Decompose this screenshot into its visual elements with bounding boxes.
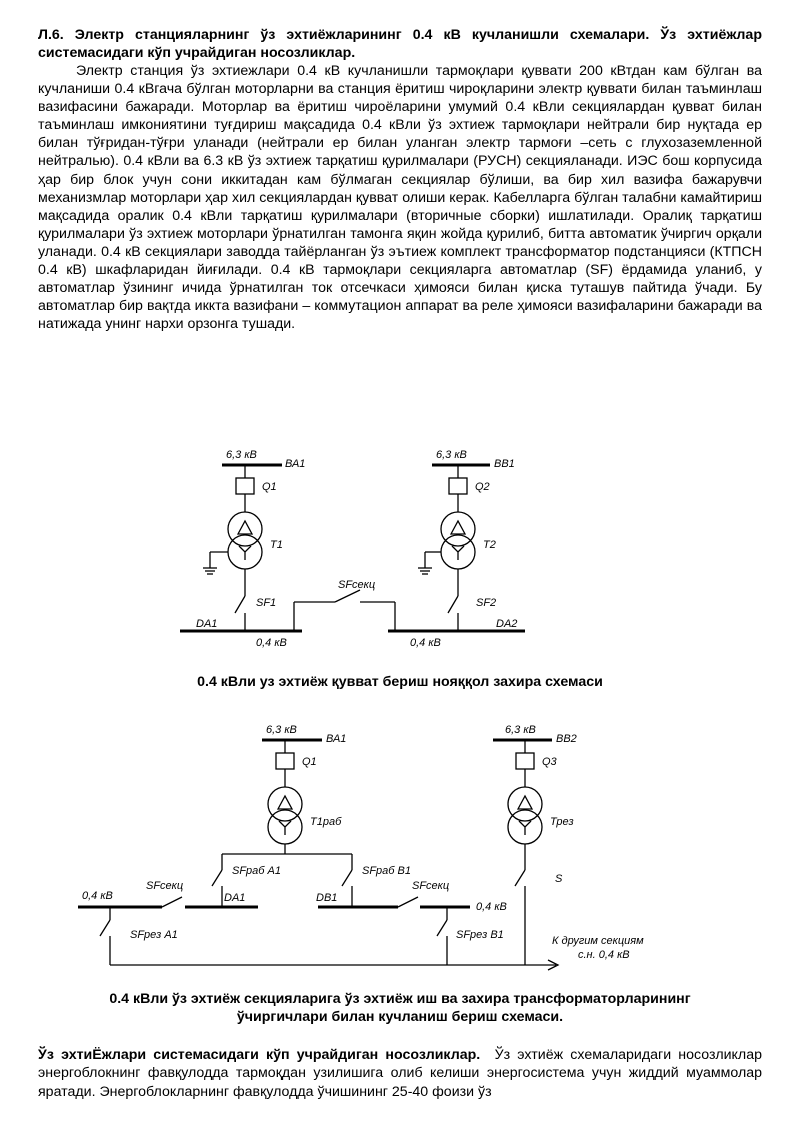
- bottom-text: Ўз эхтиёж схемаларидаги носозликлар энергоблокнинг фавқулодда тармоқдан узилишига олиб келиши энергосистема учун жиддий муаммолар яратади. Энергоблокларнинг фавқулодда ўчишининг 25-40 фоизи ўз: [38, 1047, 762, 1100]
- d2-bus-b: ВВ2: [556, 733, 577, 745]
- caption-diagram-2: 0.4 кВли ўз эхтиёж секцияларига ўз эхтиёж иш ва захира трансформаторларининг ўчиргичлари билан кучланиш бериш схемаси.: [109, 991, 691, 1025]
- d2-voltage-04-right: 0,4 кВ: [476, 901, 507, 913]
- d2-voltage-a: 6,3 кВ: [266, 724, 297, 736]
- bottom-paragraph: [38, 1046, 762, 1101]
- text-block: [38, 26, 762, 333]
- d2-sf-rab-a1: SFраб А1: [232, 865, 281, 877]
- d2-other-voltage: с.н. 0,4 кВ: [578, 949, 630, 961]
- caption-diagram-1: 0.4 кВли уз эхтиёж қувват бериш нояққол захира схемаси: [197, 674, 603, 690]
- d2-db1: DB1: [316, 892, 338, 904]
- d1-sf2: SF2: [476, 597, 497, 609]
- d2-switch-s: S: [555, 873, 563, 885]
- d2-transformer-trez: Трез: [550, 816, 574, 828]
- d1-breaker-q1: Q1: [262, 481, 277, 493]
- d1-voltage-a: 6,3 кВ: [226, 449, 257, 461]
- d1-voltage-b: 6,3 кВ: [436, 449, 467, 461]
- d1-voltage-04-a: 0,4 кВ: [256, 637, 287, 649]
- d2-da1: DA1: [224, 892, 246, 904]
- d2-transformer-t1rab: Т1раб: [310, 816, 342, 828]
- d2-breaker-q1: Q1: [302, 756, 317, 768]
- d2-sf-rab-b1: SFраб В1: [362, 865, 411, 877]
- d1-sf-section: SFсекц: [338, 579, 376, 591]
- d2-other-sections: К другим секциям: [552, 935, 644, 947]
- page-heading: Л.6. Электр станцияларнинг ўз эхтиёжларининг 0.4 кВ кучланишли схемалари. Ўз эхтиёжлар системасидаги кўп учрайдиган носозликлар.: [38, 27, 762, 61]
- d2-voltage-04-left: 0,4 кВ: [82, 890, 113, 902]
- d1-transformer-t2: Т2: [483, 539, 496, 551]
- d2-bus-a: ВА1: [326, 733, 347, 745]
- d1-bus-b: ВВ1: [494, 458, 515, 470]
- d2-voltage-b: 6,3 кВ: [505, 724, 536, 736]
- d1-voltage-04-b: 0,4 кВ: [410, 637, 441, 649]
- body-paragraph: Электр станция ўз эхтиежлари 0.4 кВ кучланишли тармоқлари қуввати 200 кВтдан кам бўлган ва кучланиши 0.4 кВгача бўлган моторларни ва станция ёритиш чироқларини электр қуввати билан таъминлаш вазифасини бажаради. Моторлар ва ёритиш чироёларини умумий 0.4 кВли секциялардан қувват билан таъминлаш имкониятини туғдириш мақсадида 0.4 кВли ўз эхтиеж тармоқлари нейтрали бир нуқтада ер билан тўғридан-тўғри уланади (нейтрали ер билан уланган электр тармоғи –сеть с глухозаземленной нейтралью). 0.4 кВли ва 6.3 кВ ўз эхтиеж тарқатиш қурилмалари (РУСН) секцияланади. ИЭС бош корпусида ҳар бир блок учун сони иккитадан кам бўлмаган секциялар бўлиши, ва бир хил вазифа бажарувчи механизмлар моторлари ҳар хил секциялардан қувват олиши керак. Кабелларга бўлган талабни камайтириш мақсадида оралик 0.4 кВли тарқатиш қурилмалари (вторичные сборки) ишлатилади. Оралиқ тарқатиш қурилмалари ўз эхтиеж моторлари ўрнатилган тамонга яқин жойда қурилиб, битта автоматик ўчиргич орқали уланади. 0.4 кВ секциялари заводда тайёрланган ўз эътиеж комплект трансформатор подстанцияси (КТПСН 0.4 кВ) шкафларидан йиғилади. 0.4 кВ тармоқлари секцияларга автоматлар (SF) ёрдамида уланиб, у автоматлар ўзининг ичида ўрнатилган ток отсечкаси ҳимояси билан қиска туташув пайтида ўчади. Бу автоматлар бир вақтда иккта вазифани – коммутацион аппарат ва реле ҳимояси вазифаларини бажаради ва натижада унинг нархи орзонга тушади.: [38, 63, 762, 333]
- d1-da1: DA1: [196, 618, 218, 630]
- d1-transformer-t1: Т1: [270, 539, 283, 551]
- d1-da2: DA2: [496, 618, 518, 630]
- d2-sf-rez-a1: SFрез А1: [130, 929, 178, 941]
- d2-breaker-q3: Q3: [542, 756, 557, 768]
- d2-sf-section-right: SFсекц: [412, 880, 450, 892]
- d1-bus-a: ВА1: [285, 458, 306, 470]
- d2-sf-section-left: SFсекц: [146, 880, 184, 892]
- d1-sf1: SF1: [256, 597, 277, 609]
- bottom-heading: Ўз эхтиЁжлари системасидаги кўп учрайдиган носозликлар.: [38, 1047, 481, 1063]
- d1-breaker-q2: Q2: [475, 481, 490, 493]
- d2-sf-rez-b1: SFрез В1: [456, 929, 504, 941]
